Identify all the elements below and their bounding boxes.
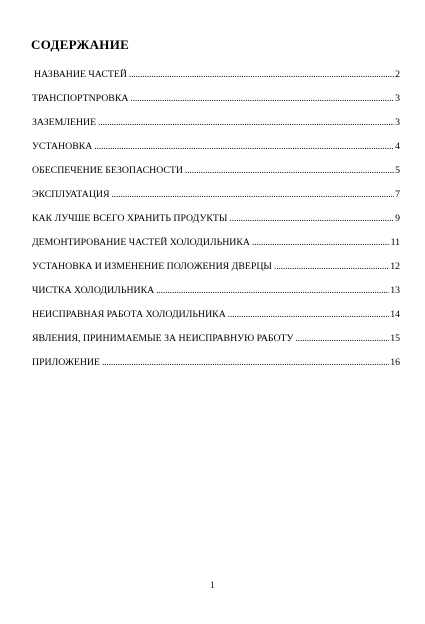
toc-entry-page: 9	[395, 213, 400, 224]
dot-leader	[156, 278, 389, 302]
toc-list	[32, 62, 400, 374]
toc-entry-page: 15	[390, 333, 400, 344]
toc-entry-door-reversal	[32, 254, 400, 278]
toc-entry-page: 11	[390, 237, 400, 248]
toc-entry-food-storage	[32, 206, 400, 230]
toc-entry-page: 7	[395, 189, 400, 200]
toc-entry-grounding	[32, 110, 400, 134]
toc-entry-label: ЯВЛЕНИЯ, ПРИНИМАЕМЫЕ ЗА НЕИСПРАВНУЮ РАБОТУ	[32, 333, 294, 344]
toc-entry-label: ДЕМОНТИРОВАНИЕ ЧАСТЕЙ ХОЛОДИЛЬНИКА	[32, 237, 250, 248]
toc-entry-label: УСТАНОВКА И ИЗМЕНЕНИЕ ПОЛОЖЕНИЯ ДВЕРЦЫ	[32, 261, 272, 272]
toc-entry-label: ЗАЗЕМЛЕНИЕ	[32, 117, 97, 128]
dot-leader	[112, 182, 395, 206]
toc-entry-label: ПРИЛОЖЕНИЕ	[32, 357, 100, 368]
dot-leader	[274, 254, 389, 278]
toc-entry-page: 13	[390, 285, 400, 296]
toc-entry-disassembly	[32, 230, 400, 254]
dot-leader	[228, 302, 389, 326]
dot-leader	[185, 158, 394, 182]
toc-entry-appendix	[32, 350, 400, 374]
toc-entry-false-malfunction	[32, 326, 400, 350]
dot-leader	[295, 326, 389, 350]
toc-entry-page: 4	[395, 141, 400, 152]
page-number: 1	[210, 580, 215, 590]
toc-entry-page: 5	[395, 165, 400, 176]
toc-entry-label: УСТАНОВКА	[32, 141, 93, 152]
toc-entry-label: ОБЕСПЕЧЕНИЕ БЕЗОПАСНОСТИ	[32, 165, 183, 176]
dot-leader	[98, 110, 394, 134]
dot-leader	[229, 206, 394, 230]
dot-leader	[130, 86, 394, 110]
dot-leader	[102, 350, 389, 374]
toc-entry-page: 14	[390, 309, 400, 320]
dot-leader	[252, 230, 390, 254]
toc-entry-label: ЧИСТКА ХОЛОДИЛЬНИКА	[32, 285, 155, 296]
toc-entry-page: 12	[390, 261, 400, 272]
toc-entry-label: ЭКСПЛУАТАЦИЯ	[32, 189, 110, 200]
toc-entry-transportation	[32, 86, 400, 110]
toc-entry-operation	[32, 182, 400, 206]
dot-leader	[94, 134, 394, 158]
toc-entry-page: 2	[395, 69, 400, 80]
toc-entry-page: 16	[390, 357, 400, 368]
toc-entry-label: НЕИСПРАВНАЯ РАБОТА ХОЛОДИЛЬНИКА	[32, 309, 226, 320]
toc-entry-installation	[32, 134, 400, 158]
toc-entry-page: 3	[395, 117, 400, 128]
toc-heading: СОДЕРЖАНИЕ	[31, 37, 130, 52]
toc-entry-label: НАЗВАНИЕ ЧАСТЕЙ	[34, 69, 127, 80]
toc-entry-page: 3	[395, 93, 400, 104]
dot-leader	[129, 62, 394, 86]
toc-entry-cleaning	[32, 278, 400, 302]
toc-entry-label: ТРАНСПОРТNРОВКА	[32, 93, 129, 104]
toc-entry-safety	[32, 158, 400, 182]
toc-entry-parts-names	[32, 62, 400, 86]
toc-entry-label: КАК ЛУЧШЕ ВСЕГО ХРАНИТЬ ПРОДУКТЫ	[32, 213, 228, 224]
toc-entry-malfunction	[32, 302, 400, 326]
